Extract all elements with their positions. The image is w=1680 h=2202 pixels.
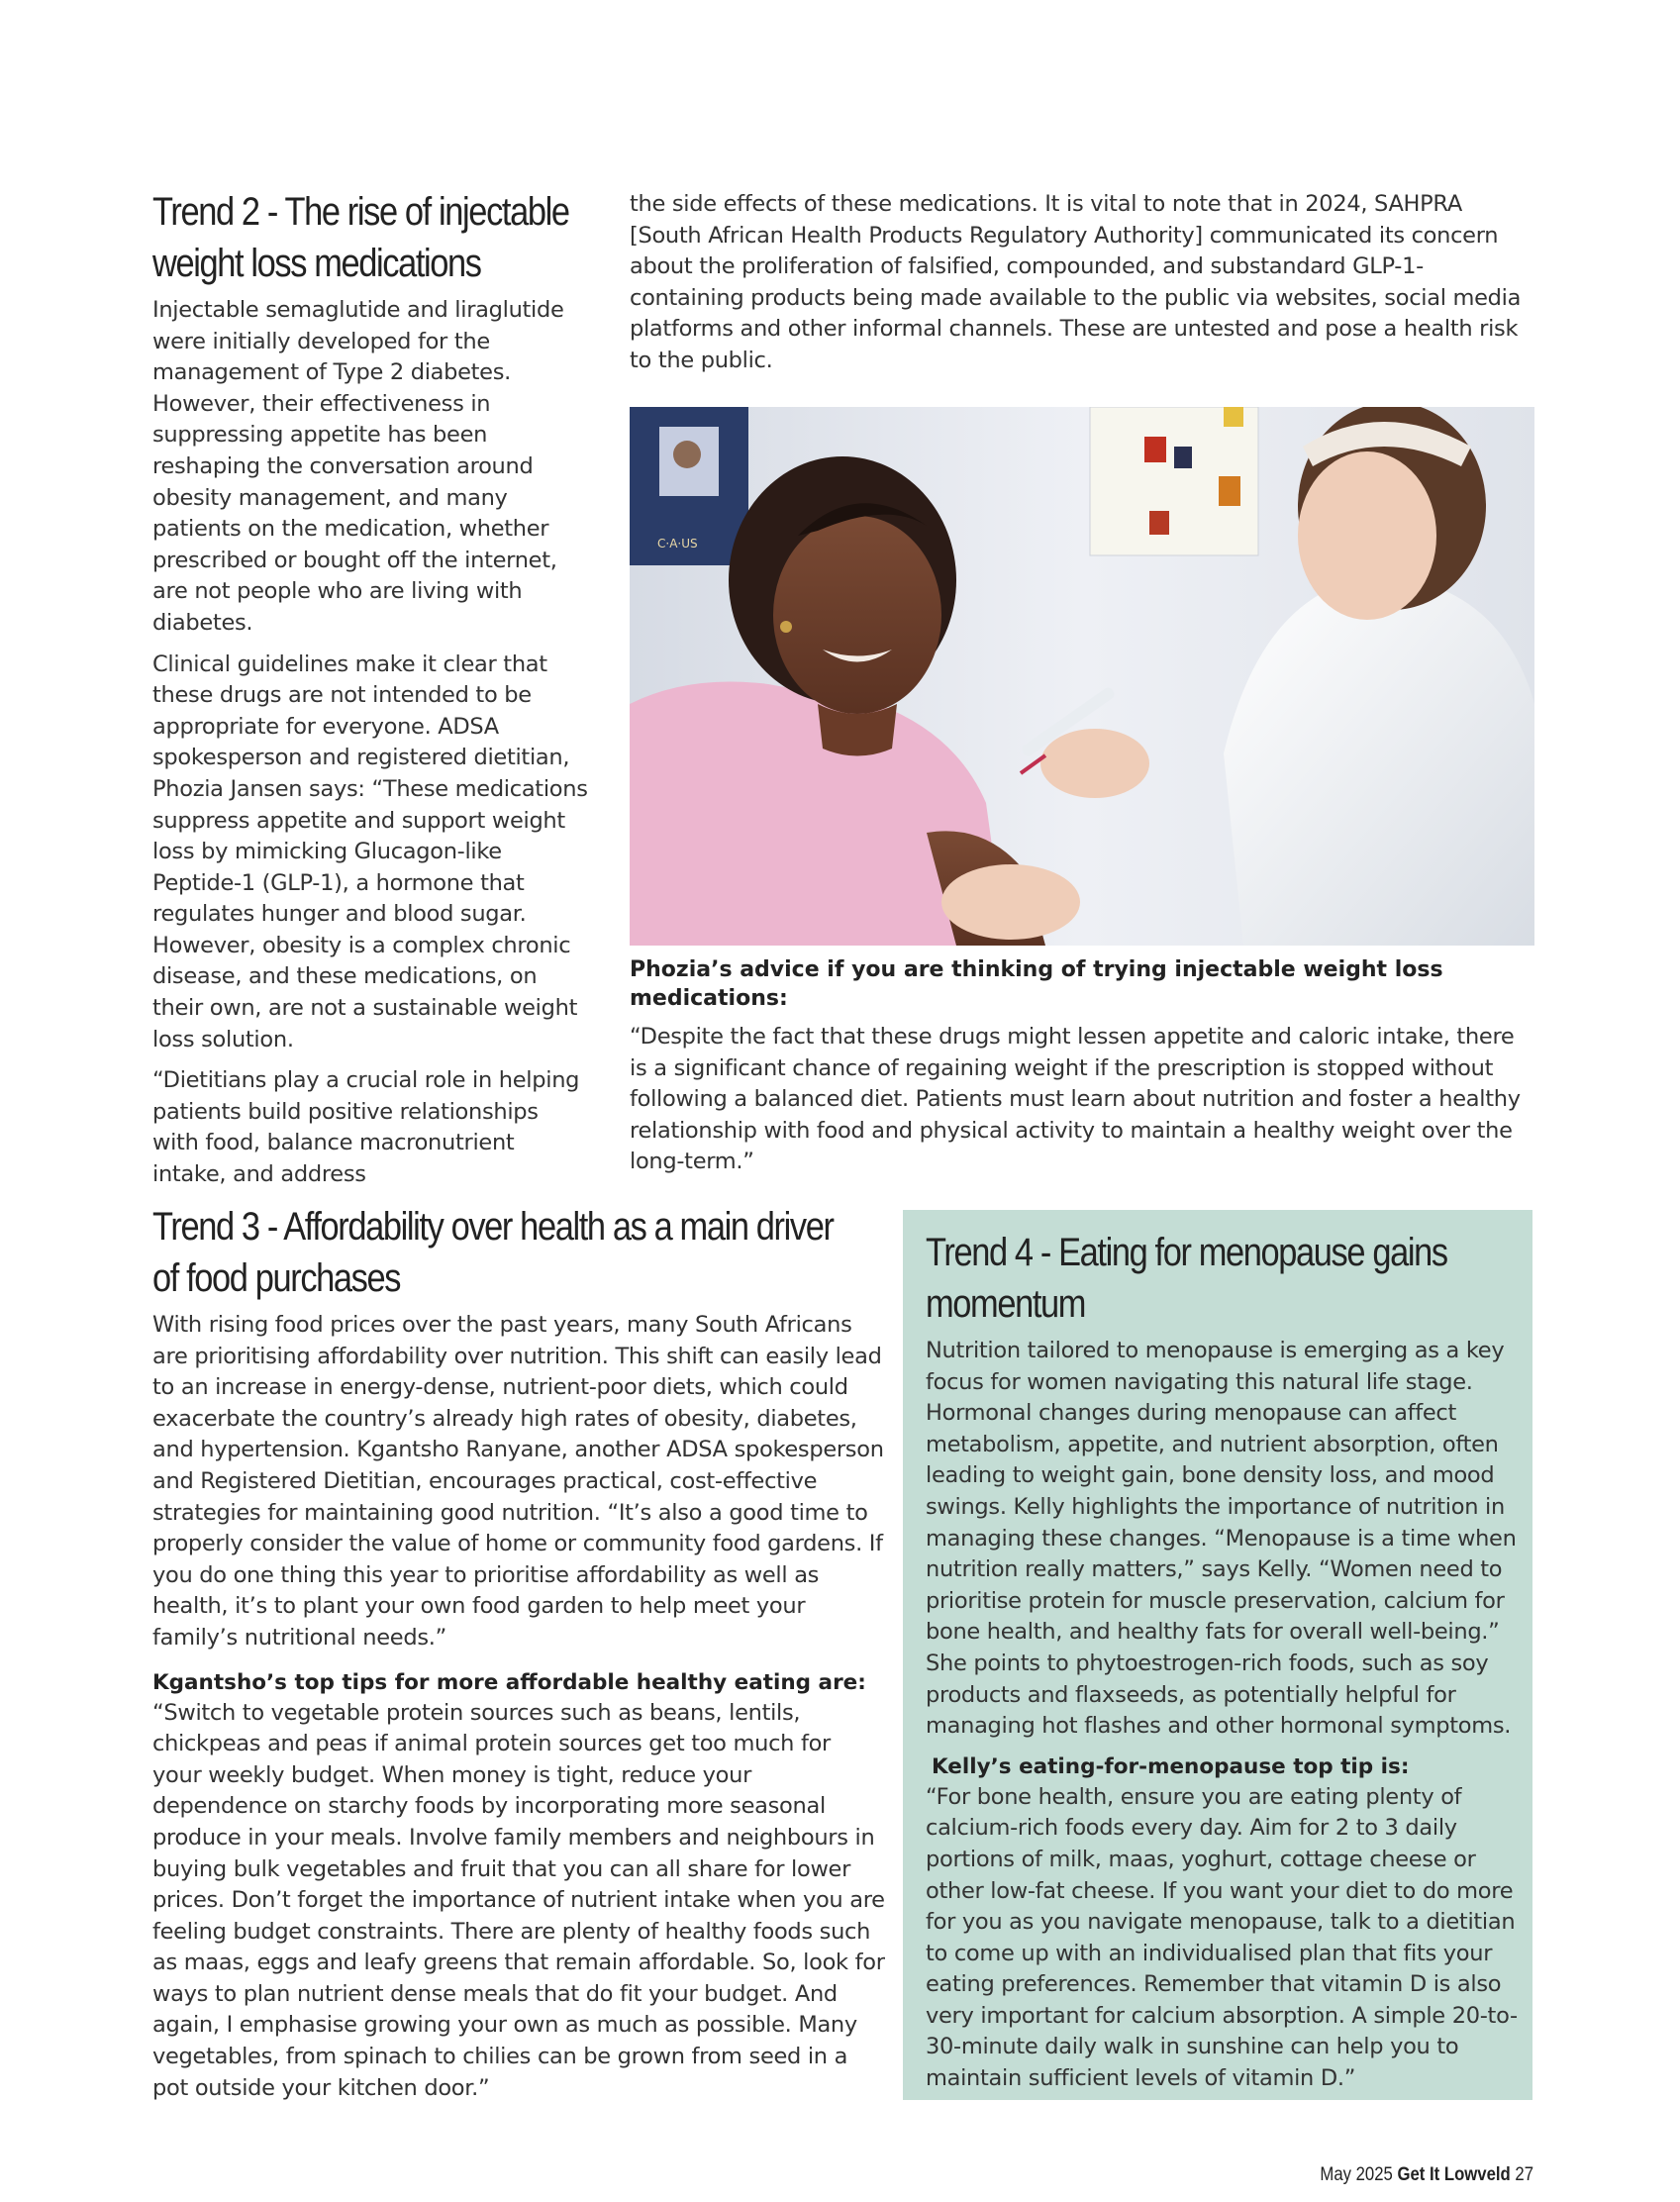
injection-photo [630, 407, 1534, 946]
trend2-heading: Trend 2 - The rise of injectable weight loss medications [152, 190, 569, 285]
footer-magazine: Get It Lowveld [1397, 2164, 1511, 2185]
trend3-paragraph-1: With rising food prices over the past years, many South Africans are prioritising affordability over nutrition. This shift can easily lead to an increase in energy-dense, nutrient-poor diets, which could exacerbate the country’s already high rates of obesity, diabetes, and hypertension. Kgantsho Ranyane, another ADSA spokesperson and Registered Dietitian, encourages practical, cost-effective strategies for maintaining good nutrition. “It’s also a good time to properly consider the value of home or community food gardens. If you do one thing this year to prioritise affordability as well as health, it’s to plant your own food garden to help meet your family’s nutritional needs.” [152, 1312, 884, 1651]
trend2-left-column [152, 186, 588, 1201]
trend2-paragraph-3: “Dietitians play a crucial role in helping patients build positive relationships with food, balance macronutrient intake, and address [152, 1067, 580, 1188]
page-footer [1320, 2164, 1533, 2186]
trend4-tip-heading: Kelly’s eating-for-menopause top tip is: [932, 1753, 1410, 1779]
trend4-box [903, 1210, 1532, 2100]
injection-photo-illustration [630, 407, 1534, 946]
trend2-advice-heading: Phozia’s advice if you are thinking of trying injectable weight loss medications: [630, 957, 1443, 1011]
trend3-heading: Trend 3 - Affordability over health as a main driver of food purchases [152, 1205, 834, 1300]
trend2-advice [630, 955, 1532, 1188]
trend2-paragraph-2: Clinical guidelines make it clear that these drugs are not intended to be appropriate for everyone. ADSA spokesperson and registered dietitian, Phozia Jansen says: “These medications suppress appetite and support weight loss by mimicking Glucagon-like Peptide-1 (GLP-1), a hormone that regulates hunger and blood sugar. However, obesity is a complex chronic disease, and these medications, on their own, are not a sustainable weight loss solution. [152, 651, 588, 1052]
trend3-tips-text: “Switch to vegetable protein sources such as beans, lentils, chickpeas and peas if animal protein sources get too much for your weekly budget. When money is tight, reduce your dependence on starchy foods by incorporating more seasonal produce in your meals. Involve family members and neighbours in buying bulk vegetables and fruit that you can all share for lower prices. Don’t forget the importance of nutrient intake when you are feeling budget constraints. There are plenty of healthy foods such as maas, eggs and leafy greens that remain affordable. So, look for ways to plan nutrient dense meals that do fit your budget. And again, I emphasise growing your own as much as possible. Many vegetables, from spinach to chilies can be grown from seed in a pot outside your kitchen door.” [152, 1699, 885, 2101]
trend4-tip-text: “For bone health, ensure you are eating plenty of calcium-rich foods every day. Aim for 2 to 3 daily portions of milk, maas, yoghurt, cottage cheese or other low-fat cheese. If you want your diet to do more for you as you navigate menopause, talk to a dietitian to come up with an individualised plan that fits your eating preferences. Remember that vitamin D is also very important for calcium absorption. A simple 20-to-30-minute daily walk in sunshine can help you to maintain sufficient levels of vitamin D.” [926, 1783, 1518, 2092]
trend2-paragraph-1: Injectable semaglutide and liraglutide were initially developed for the management of Type 2 diabetes. However, their effectiveness in suppressing appetite has been reshaping the conversation around obesity management, and many patients on the medication, whether prescribed or bought off the internet, are not people who are living with diabetes. [152, 297, 564, 636]
trend2-right-column [630, 189, 1532, 387]
poster-text: C·A·US [657, 537, 698, 550]
trend2-paragraph-4: the side effects of these medications. It is vital to note that in 2024, SAHPRA [South African Health Products Regulatory Authority] communicated its concern about the proliferation of falsified, compounded, and substandard GLP-1-containing products being made available to the public via websites, social media platforms and other informal channels. These are untested and pose a health risk to the public. [630, 191, 1522, 373]
footer-issue: May 2025 [1320, 2164, 1393, 2185]
trend4-heading: Trend 4 - Eating for menopause gains momentum [926, 1231, 1447, 1326]
footer-page-number: 27 [1515, 2164, 1533, 2185]
trend2-advice-text: “Despite the fact that these drugs might lessen appetite and caloric intake, there is a significant chance of regaining weight if the prescription is stopped without following a balanced diet. Patients must learn about nutrition and foster a healthy relationship with food and physical activity to maintain a healthy weight over the long-term.” [630, 1024, 1521, 1175]
trend4-paragraph-1: Nutrition tailored to menopause is emerging as a key focus for women navigating this natural life stage. Hormonal changes during menopause can affect metabolism, appetite, and nutrient absorption, often leading to weight gain, bone density loss, and mood swings. Kelly highlights the importance of nutrition in managing these changes. “Menopause is a time when nutrition really matters,” says Kelly. “Women need to prioritise protein for muscle preservation, calcium for bone health, and healthy fats for overall well-being.” She points to phytoestrogen-rich foods, such as soy products and flaxseeds, as potentially helpful for managing hot flashes and other hormonal symptoms. [926, 1338, 1517, 1740]
trend3-section [152, 1201, 885, 2114]
trend3-tips-heading: Kgantsho’s top tips for more affordable healthy eating are: [152, 1669, 866, 1695]
